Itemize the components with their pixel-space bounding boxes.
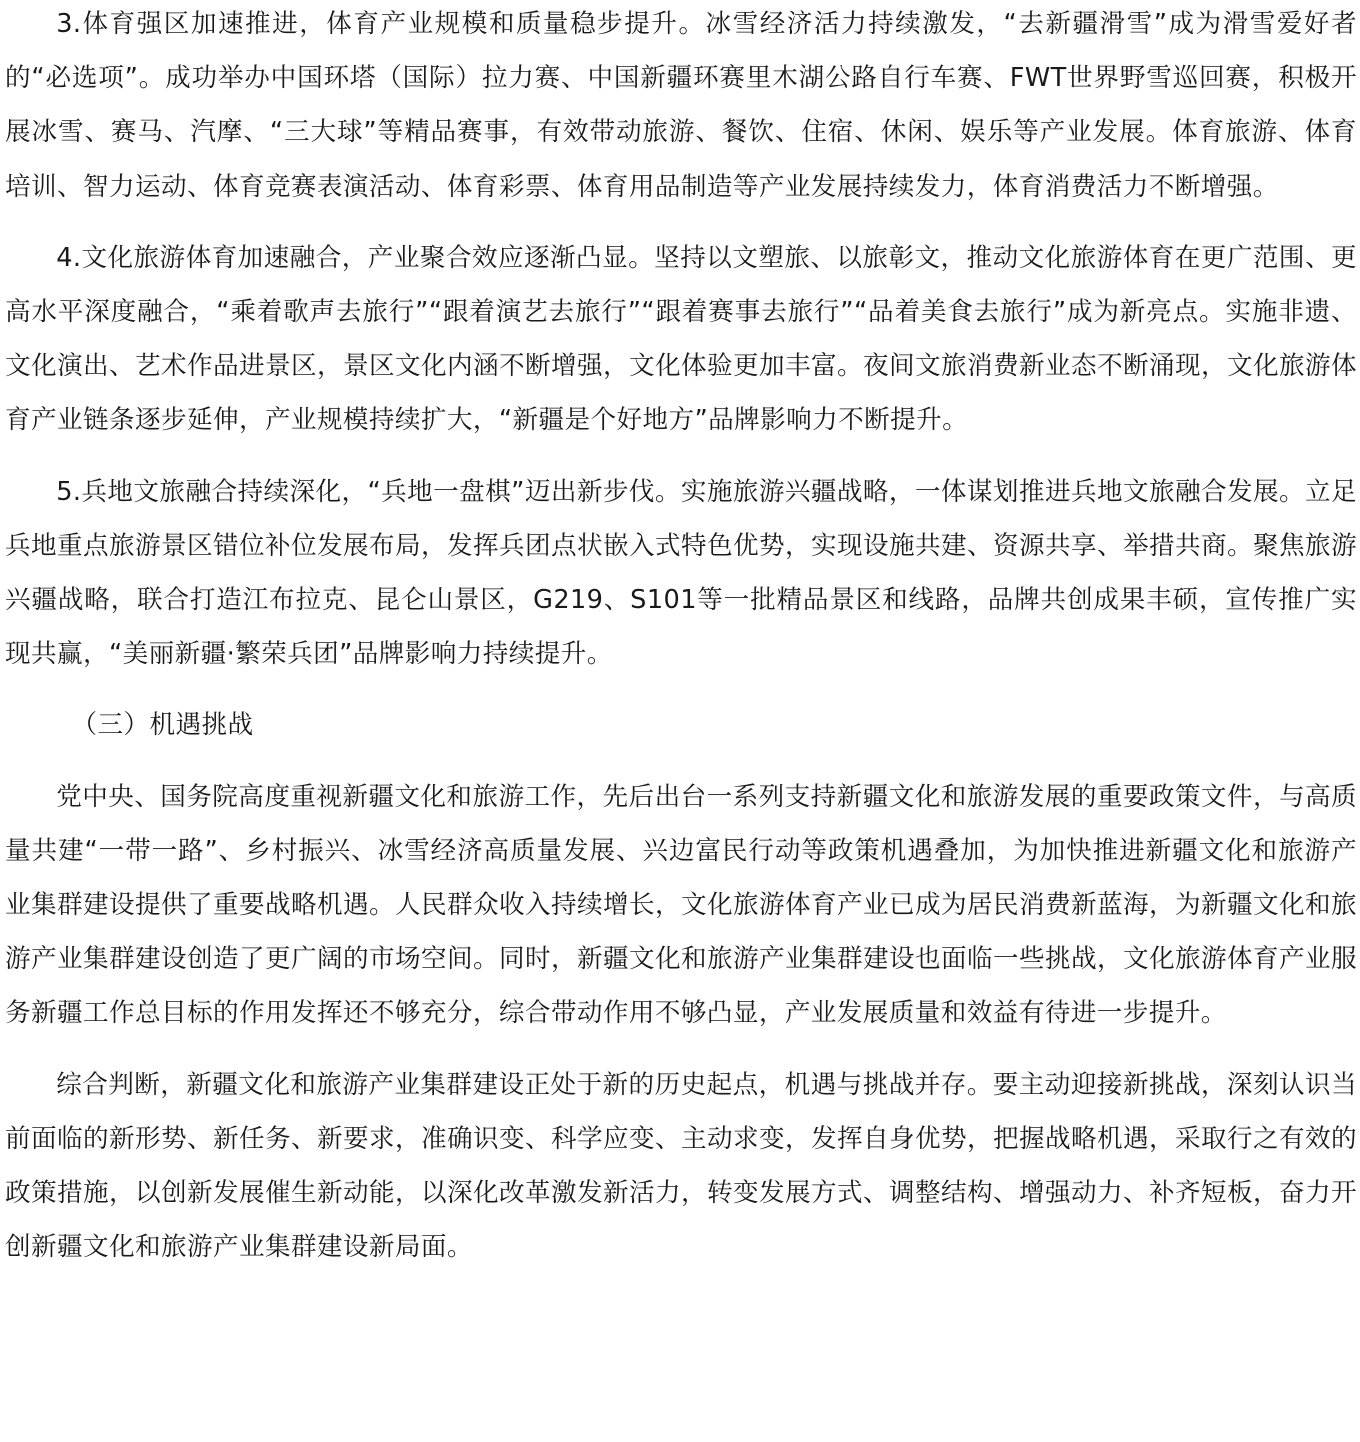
- paragraph-overall-judgment: 综合判断，新疆文化和旅游产业集群建设正处于新的历史起点，机遇与挑战并存。要主动迎接新挑战，深刻认识当前面临的新形势、新任务、新要求，准确识变、科学应变、主动求变，发挥自身优势，把握战略机遇，采取行之有效的政策措施，以创新发展催生新动能，以深化改革激发新活力，转变发展方式、调整结构、增强动力、补齐短板，奋力开创新疆文化和旅游产业集群建设新局面。: [5, 1069, 1357, 1263]
- paragraph-sports-industry: 3.体育强区加速推进，体育产业规模和质量稳步提升。冰雪经济活力持续激发，“去新疆滑雪”成为滑雪爱好者的“必选项”。成功举办中国环塔（国际）拉力赛、中国新疆环赛里木湖公路自行车赛、FWT世界野雪巡回赛，积极开展冰雪、赛马、汽摩、“三大球”等精品赛事，有效带动旅游、餐饮、住宿、休闲、娱乐等产业发展。体育旅游、体育培训、智力运动、体育竞赛表演活动、体育彩票、体育用品制造等产业发展持续发力，体育消费活力不断增强。: [5, 9, 1357, 202]
- section-heading-opportunities-challenges: （三）机遇挑战: [71, 710, 254, 741]
- paragraph-bingtuan-integration: 5.兵地文旅融合持续深化，“兵地一盘棋”迈出新步伐。实施旅游兴疆战略，一体谋划推进兵地文旅融合发展。立足兵地重点旅游景区错位补位发展布局，发挥兵团点状嵌入式特色优势，实现设施共建、资源共享、举措共商。聚焦旅游兴疆战略，联合打造江布拉克、昆仑山景区，G219、S101等一批精品景区和线路，品牌共创成果丰硕，宣传推广实现共赢，“美丽新疆·繁荣兵团”品牌影响力持续提升。: [5, 476, 1357, 670]
- paragraph-culture-tourism-sports-integration: 4.文化旅游体育加速融合，产业聚合效应逐渐凸显。坚持以文塑旅、以旅彰文，推动文化旅游体育在更广范围、更高水平深度融合，“乘着歌声去旅行”“跟着演艺去旅行”“跟着赛事去旅行”“品着美食去旅行”成为新亮点。实施非遗、文化演出、艺术作品进景区，景区文化内涵不断增强，文化体验更加丰富。夜间文旅消费新业态不断涌现，文化旅游体育产业链条逐步延伸，产业规模持续扩大，“新疆是个好地方”品牌影响力不断提升。: [5, 242, 1357, 436]
- paragraph-opportunities: 党中央、国务院高度重视新疆文化和旅游工作，先后出台一系列支持新疆文化和旅游发展的重要政策文件，与高质量共建“一带一路”、乡村振兴、冰雪经济高质量发展、兴边富民行动等政策机遇叠加，为加快推进新疆文化和旅游产业集群建设提供了重要战略机遇。人民群众收入持续增长，文化旅游体育产业已成为居民消费新蓝海，为新疆文化和旅游产业集群建设创造了更广阔的市场空间。同时，新疆文化和旅游产业集群建设也面临一些挑战，文化旅游体育产业服务新疆工作总目标的作用发挥还不够充分，综合带动作用不够凸显，产业发展质量和效益有待进一步提升。: [5, 781, 1357, 1029]
